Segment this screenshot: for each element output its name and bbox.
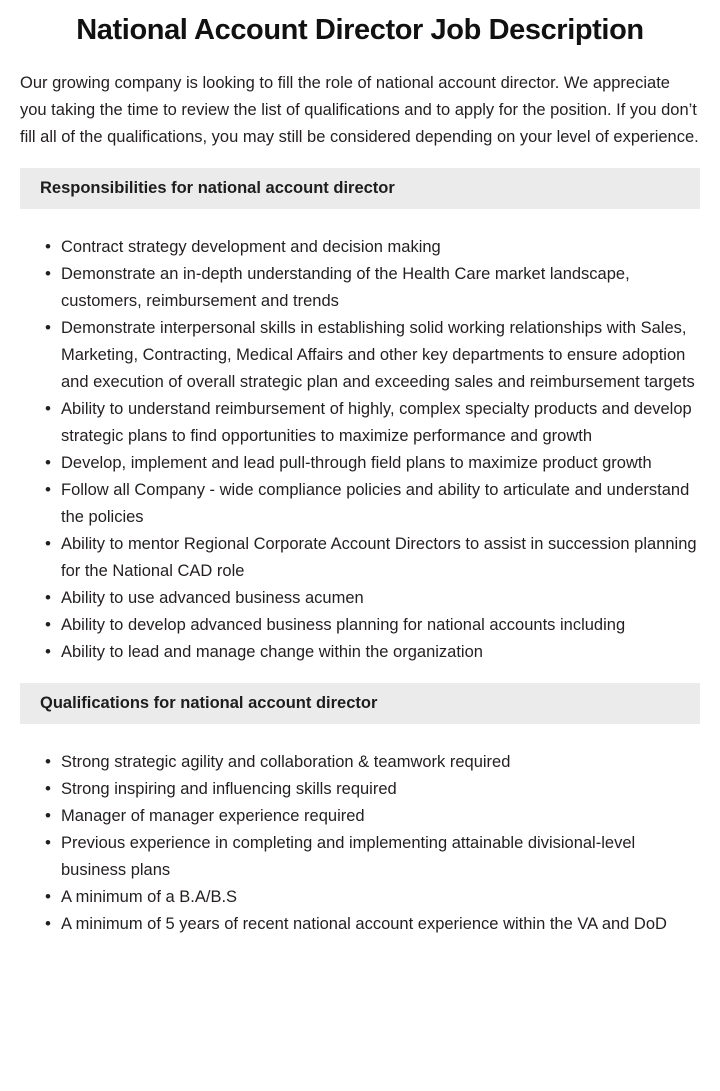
list-item: • Demonstrate an in-depth understanding of the Health Care market landscape, customers, reimbursement and trends [45, 261, 700, 315]
list-item: • A minimum of 5 years of recent national account experience within the VA and DoD [45, 911, 700, 938]
list-item: • Follow all Company - wide compliance policies and ability to articulate and understand the policies [45, 477, 700, 531]
list-item: • Ability to develop advanced business planning for national accounts including [45, 612, 700, 639]
page-title: National Account Director Job Description [76, 14, 644, 46]
intro-paragraph: Our growing company is looking to fill the role of national account director. We appreciate you taking the time to review the list of qualifications and to apply for the position. If you don’t fill all of the qualifications, you may still be considered depending on your level of experience. [20, 74, 699, 146]
qualifications-list [20, 749, 700, 938]
section-heading-qualifications: Qualifications for national account director [20, 683, 700, 724]
list-item: • Contract strategy development and decision making [45, 234, 700, 261]
list-item: • Ability to lead and manage change within the organization [45, 639, 700, 666]
list-item: • Manager of manager experience required [45, 803, 700, 830]
job-description-page [0, 12, 720, 982]
section-heading-responsibilities: Responsibilities for national account director [20, 168, 700, 209]
list-item: • Demonstrate interpersonal skills in establishing solid working relationships with Sales, Marketing, Contracting, Medical Affairs and other key departments to ensure adoption and execution of overall strategic plan and exceeding sales and reimbursement targets [45, 315, 700, 396]
section-qualifications [20, 683, 700, 938]
section-responsibilities [20, 168, 700, 666]
responsibilities-list [20, 234, 700, 666]
list-item: • A minimum of a B.A/B.S [45, 884, 700, 911]
list-item: • Previous experience in completing and implementing attainable divisional-level business plans [45, 830, 700, 884]
list-item: • Strong inspiring and influencing skills required [45, 776, 700, 803]
list-item: • Develop, implement and lead pull-through field plans to maximize product growth [45, 450, 700, 477]
list-item: • Ability to mentor Regional Corporate Account Directors to assist in succession planning for the National CAD role [45, 531, 700, 585]
list-item: • Ability to use advanced business acumen [45, 585, 700, 612]
list-item: • Strong strategic agility and collaboration & teamwork required [45, 749, 700, 776]
list-item: • Ability to understand reimbursement of highly, complex specialty products and develop strategic plans to find opportunities to maximize performance and growth [45, 396, 700, 450]
